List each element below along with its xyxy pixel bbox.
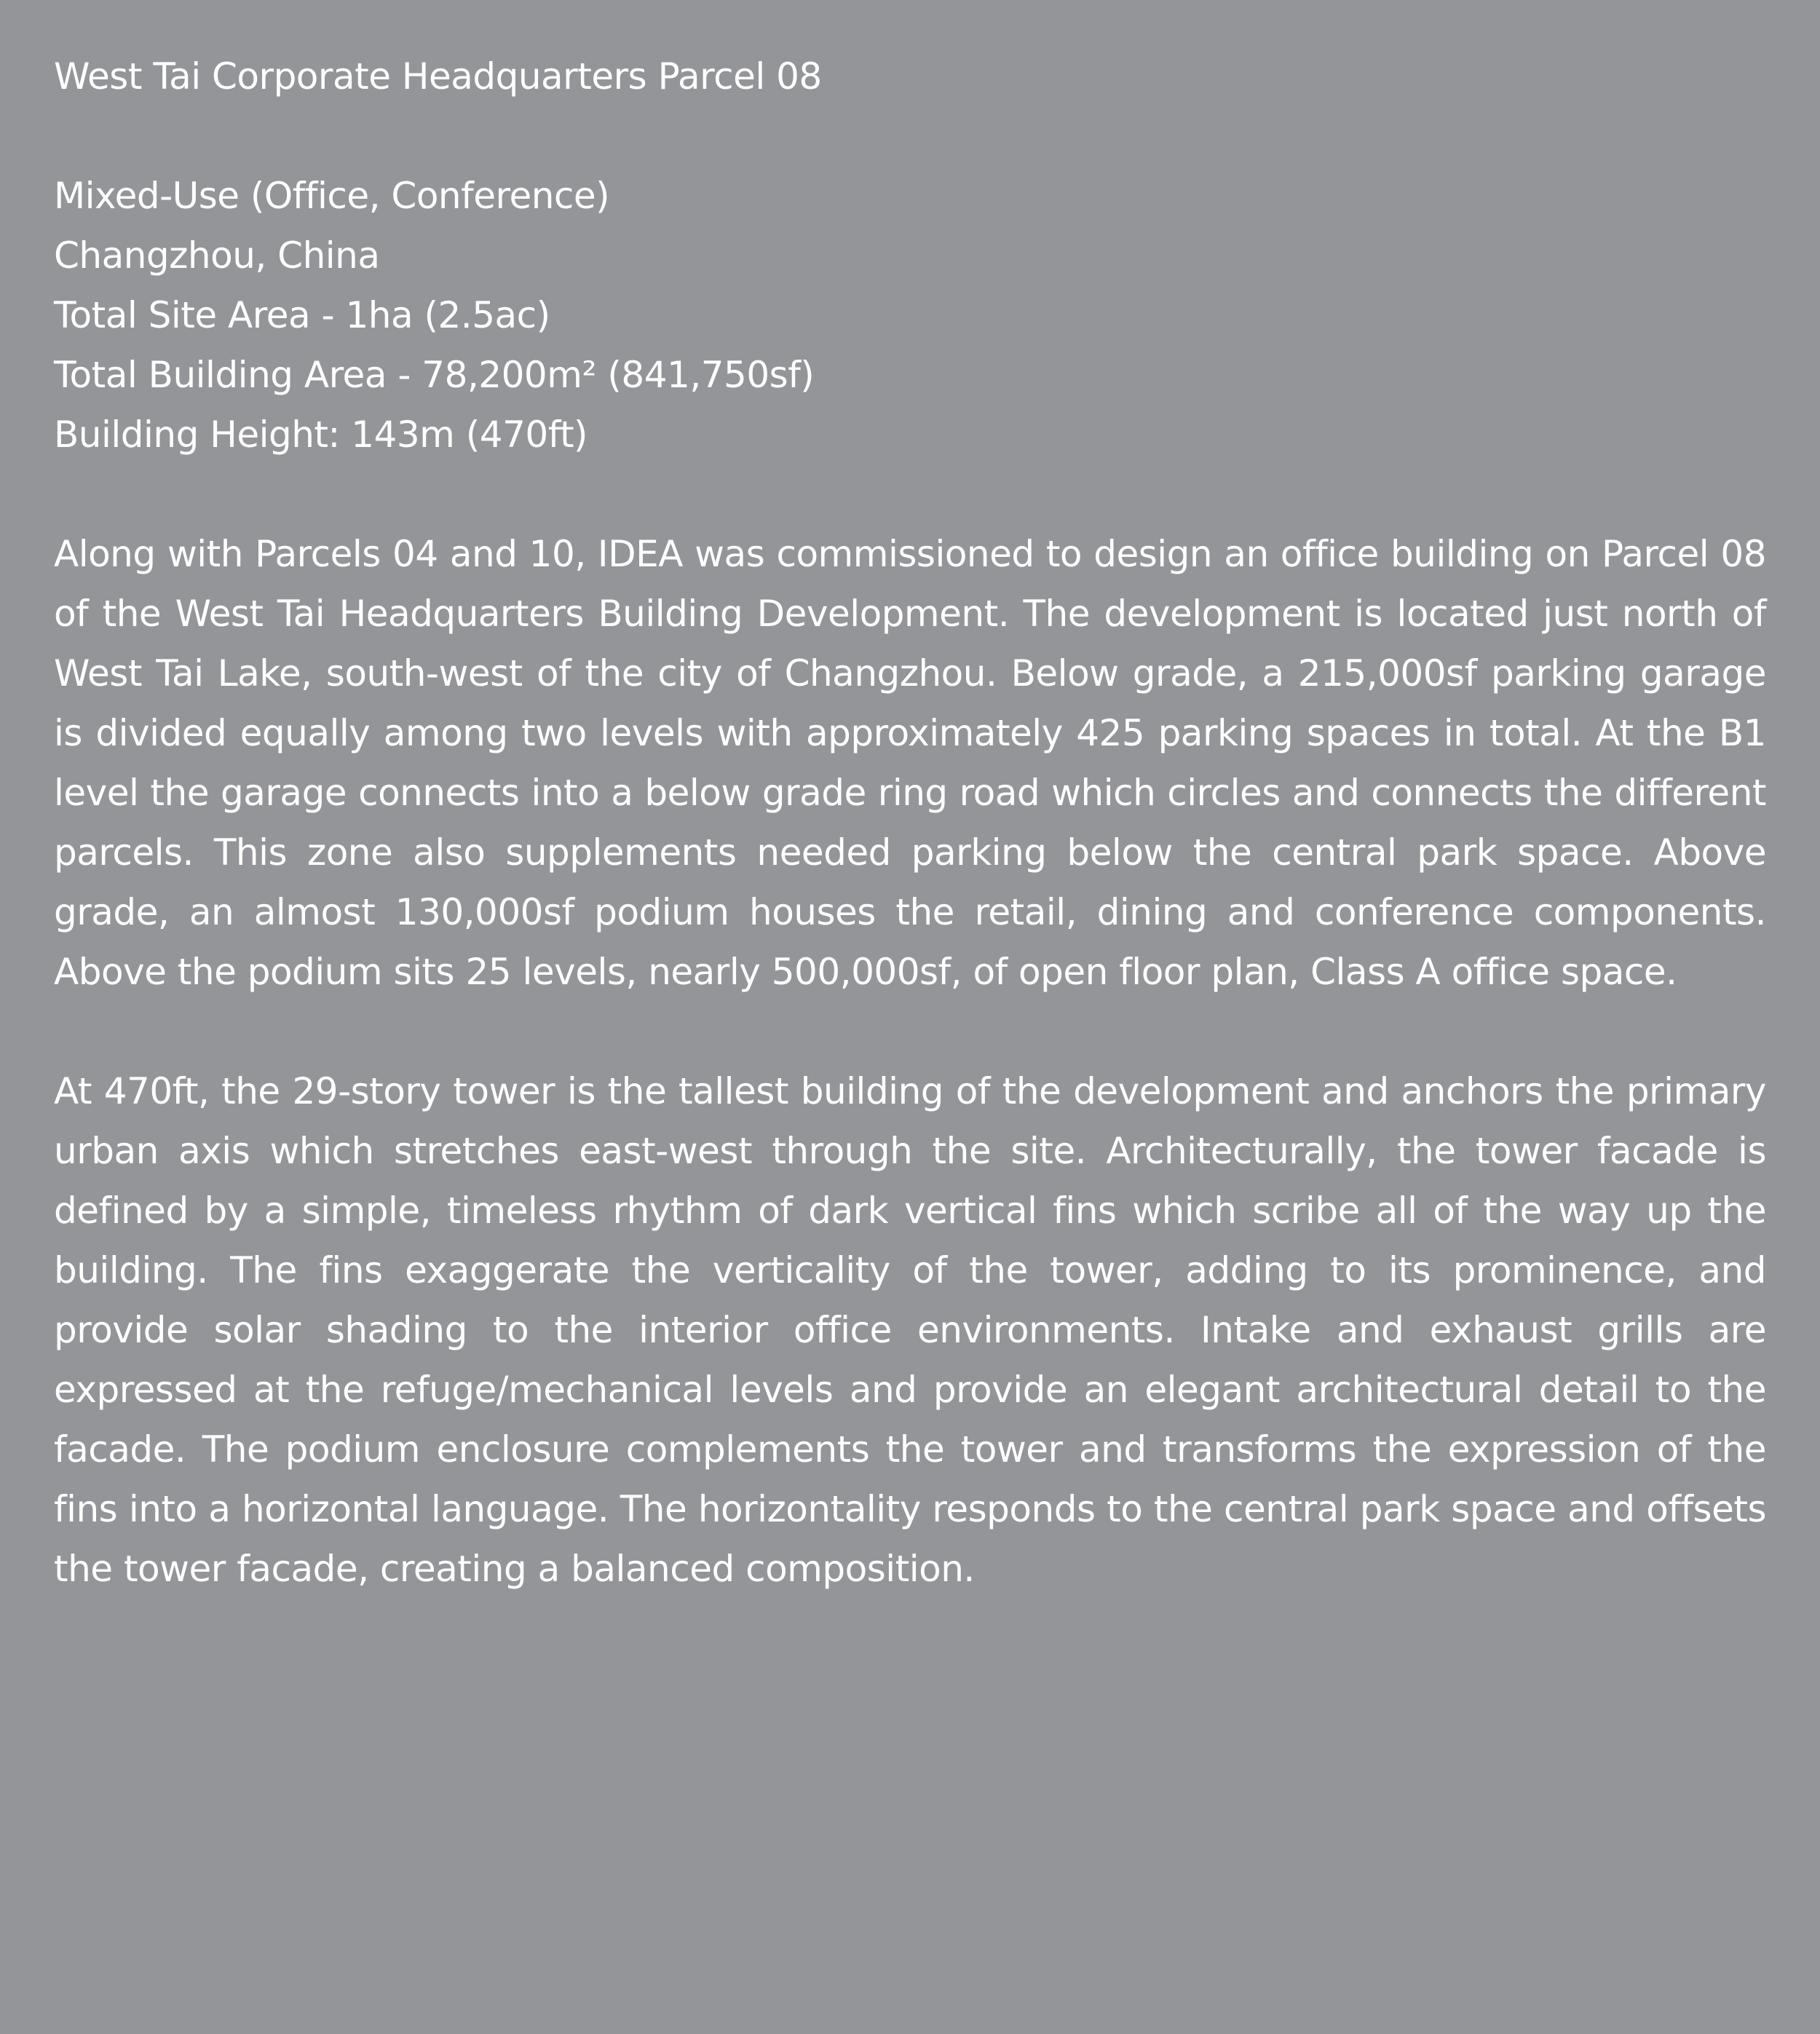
description-paragraph-overview: Along with Parcels 04 and 10, IDEA was commissioned to design an office building on Parcel 08 of the West Tai Headquarters Building Development. The development is located just north of West Tai Lake, south-west of the city of Changzhou. Below grade, a 215,000sf parking garage is divided equally among two levels with approximately 425 parking spaces in total. At the B1 level the garage connects into a below grade ring road which circles and connects the different parcels. This zone also supplements needed parking below the central park space. Above grade, an almost 130,000sf podium houses the retail, dining and conference components. Above the podium sits 25 levels, nearly 500,000sf, of open floor plan, Class A office space. — [54, 533, 1766, 993]
fact-building-area: Total Building Area - 78,200m² (841,750sf) — [54, 354, 815, 396]
fact-site-area: Total Site Area - 1ha (2.5ac) — [54, 294, 550, 336]
fact-program: Mixed-Use (Office, Conference) — [54, 175, 610, 217]
page-title: West Tai Corporate Headquarters Parcel 08 — [54, 55, 822, 98]
fact-location: Changzhou, China — [54, 234, 380, 277]
project-description — [54, 47, 1766, 1658]
fact-building-height: Building Height: 143m (470ft) — [54, 413, 588, 456]
project-facts-list — [54, 166, 1766, 464]
description-paragraph-architecture: At 470ft, the 29-story tower is the tallest building of the development and anchors the primary urban axis which stretches east-west through the site. Architecturally, the tower facade is defined by a simple, timeless rhythm of dark vertical fins which scribe all of the way up the building. The fins exaggerate the verticality of the tower, adding to its prominence, and provide solar shading to the interior office environments. Intake and exhaust grills are expressed at the refuge/mechanical levels and provide an elegant architectural detail to the facade. The podium enclosure complements the tower and transforms the expression of the fins into a horizontal language. The horizontality responds to the central park space and offsets the tower facade, creating a balanced composition. — [54, 1070, 1766, 1590]
